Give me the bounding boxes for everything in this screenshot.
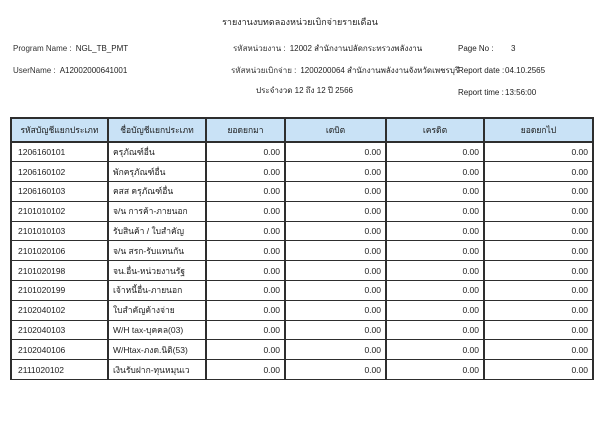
amount-cell: 0.00 [206,221,285,241]
account-code-cell: 1206160102 [11,162,108,182]
page-no-value: 3 [511,44,516,53]
table-row [11,360,593,380]
username-line [13,66,127,76]
report-date-value: 04.10.2565 [505,66,546,75]
account-code-cell: 2102040103 [11,320,108,340]
account-code-cell: 2101010103 [11,221,108,241]
amount-cell: 0.00 [386,340,484,360]
program-name-label: Program Name : [13,44,72,53]
amount-cell: 0.00 [484,340,593,360]
header-account-name: ชื่อบัญชีแยกประเภท [108,118,206,142]
amount-cell: 0.00 [206,281,285,301]
table-row [11,182,593,202]
period-line: ประจำงวด 12 ถึง 12 ปี 2566 [256,86,353,95]
page-title: รายงานงบทดลองหน่วยเบิกจ่ายรายเดือน [222,17,378,27]
table-row [11,320,593,340]
account-name-cell: คสส ครุภัณฑ์อื่น [108,182,206,202]
amount-cell: 0.00 [386,360,484,380]
amount-cell: 0.00 [386,261,484,281]
table-row [11,221,593,241]
amount-cell: 0.00 [285,142,386,162]
table-row [11,162,593,182]
amount-cell: 0.00 [484,241,593,261]
amount-cell: 0.00 [386,221,484,241]
account-code-cell: 2111020102 [11,360,108,380]
amount-cell: 0.00 [285,261,386,281]
account-code-cell: 2102040102 [11,300,108,320]
amount-cell: 0.00 [285,281,386,301]
account-name-cell: พักครุภัณฑ์อื่น [108,162,206,182]
header-balance-brought-forward: ยอดยกมา [206,118,285,142]
amount-cell: 0.00 [484,320,593,340]
account-code-cell: 2101020199 [11,281,108,301]
amount-cell: 0.00 [386,182,484,202]
amount-cell: 0.00 [206,201,285,221]
account-code-cell: 1206160103 [11,182,108,202]
amount-cell: 0.00 [484,221,593,241]
amount-cell: 0.00 [484,142,593,162]
disbursement-unit-line [231,66,459,76]
account-code-cell: 2101010102 [11,201,108,221]
program-name-line [13,44,128,54]
account-name-cell: เงินรับฝาก-ทุนหมุนเว [108,360,206,380]
amount-cell: 0.00 [206,142,285,162]
amount-cell: 0.00 [285,241,386,261]
amount-cell: 0.00 [484,182,593,202]
amount-cell: 0.00 [386,201,484,221]
amount-cell: 0.00 [206,300,285,320]
report-time-value: 13:56:00 [505,88,537,97]
agency-code-label: รหัสหน่วยงาน : [233,44,286,53]
report-time-label: Report time : [458,88,504,97]
amount-cell: 0.00 [285,162,386,182]
table-row [11,142,593,162]
account-name-cell: W/Htax-ภงด.นิติ(53) [108,340,206,360]
agency-code-line [233,44,422,54]
program-name-value: NGL_TB_PMT [75,44,129,53]
amount-cell: 0.00 [484,201,593,221]
account-name-cell: จน.อื่น-หน่วยงานรัฐ [108,261,206,281]
amount-cell: 0.00 [206,340,285,360]
header-account-code: รหัสบัญชีแยกประเภท [11,118,108,142]
amount-cell: 0.00 [386,300,484,320]
amount-cell: 0.00 [484,300,593,320]
amount-cell: 0.00 [386,320,484,340]
amount-cell: 0.00 [484,360,593,380]
username-label: UserName : [13,66,56,75]
header-balance-carried-forward: ยอดยกไป [484,118,593,142]
account-name-cell: จ/น สรก-รับแทนกัน [108,241,206,261]
account-code-cell: 2102040106 [11,340,108,360]
header-debit: เดบิต [285,118,386,142]
username-value: A12002000641001 [59,66,128,75]
table-header-row [11,118,593,142]
account-name-cell: รับสินค้า / ใบสำคัญ [108,221,206,241]
amount-cell: 0.00 [484,261,593,281]
amount-cell: 0.00 [285,340,386,360]
account-code-cell: 2101020198 [11,261,108,281]
amount-cell: 0.00 [386,142,484,162]
table-row [11,281,593,301]
header-credit: เครดิต [386,118,484,142]
disbursement-unit-value: 1200200064 สำนักงานพลังงานจังหวัดเพชรบุรี [300,66,460,75]
amount-cell: 0.00 [484,162,593,182]
trial-balance-table [10,117,594,380]
table-row [11,300,593,320]
account-name-cell: ครุภัณฑ์อื่น [108,142,206,162]
account-name-cell: ใบสำคัญค้างจ่าย [108,300,206,320]
table-row [11,340,593,360]
amount-cell: 0.00 [285,182,386,202]
report-date-label: Report date : [458,66,505,75]
amount-cell: 0.00 [285,360,386,380]
table-body [11,142,593,380]
table-row [11,241,593,261]
amount-cell: 0.00 [206,162,285,182]
amount-cell: 0.00 [285,300,386,320]
amount-cell: 0.00 [285,221,386,241]
amount-cell: 0.00 [386,281,484,301]
page-no-label: Page No : [458,44,494,53]
disbursement-unit-label: รหัสหน่วยเบิกจ่าย : [231,66,297,75]
amount-cell: 0.00 [206,360,285,380]
amount-cell: 0.00 [206,182,285,202]
account-code-cell: 1206160101 [11,142,108,162]
table-row [11,201,593,221]
account-name-cell: จ/น การค้า-ภายนอก [108,201,206,221]
amount-cell: 0.00 [285,320,386,340]
account-code-cell: 2101020106 [11,241,108,261]
amount-cell: 0.00 [484,281,593,301]
account-name-cell: W/H tax-บุคคล(03) [108,320,206,340]
amount-cell: 0.00 [386,241,484,261]
amount-cell: 0.00 [206,261,285,281]
amount-cell: 0.00 [386,162,484,182]
amount-cell: 0.00 [206,241,285,261]
table-row [11,261,593,281]
account-name-cell: เจ้าหนี้อื่น-ภายนอก [108,281,206,301]
amount-cell: 0.00 [285,201,386,221]
amount-cell: 0.00 [206,320,285,340]
agency-code-value: 12002 สำนักงานปลัดกระทรวงพลังงาน [289,44,423,53]
